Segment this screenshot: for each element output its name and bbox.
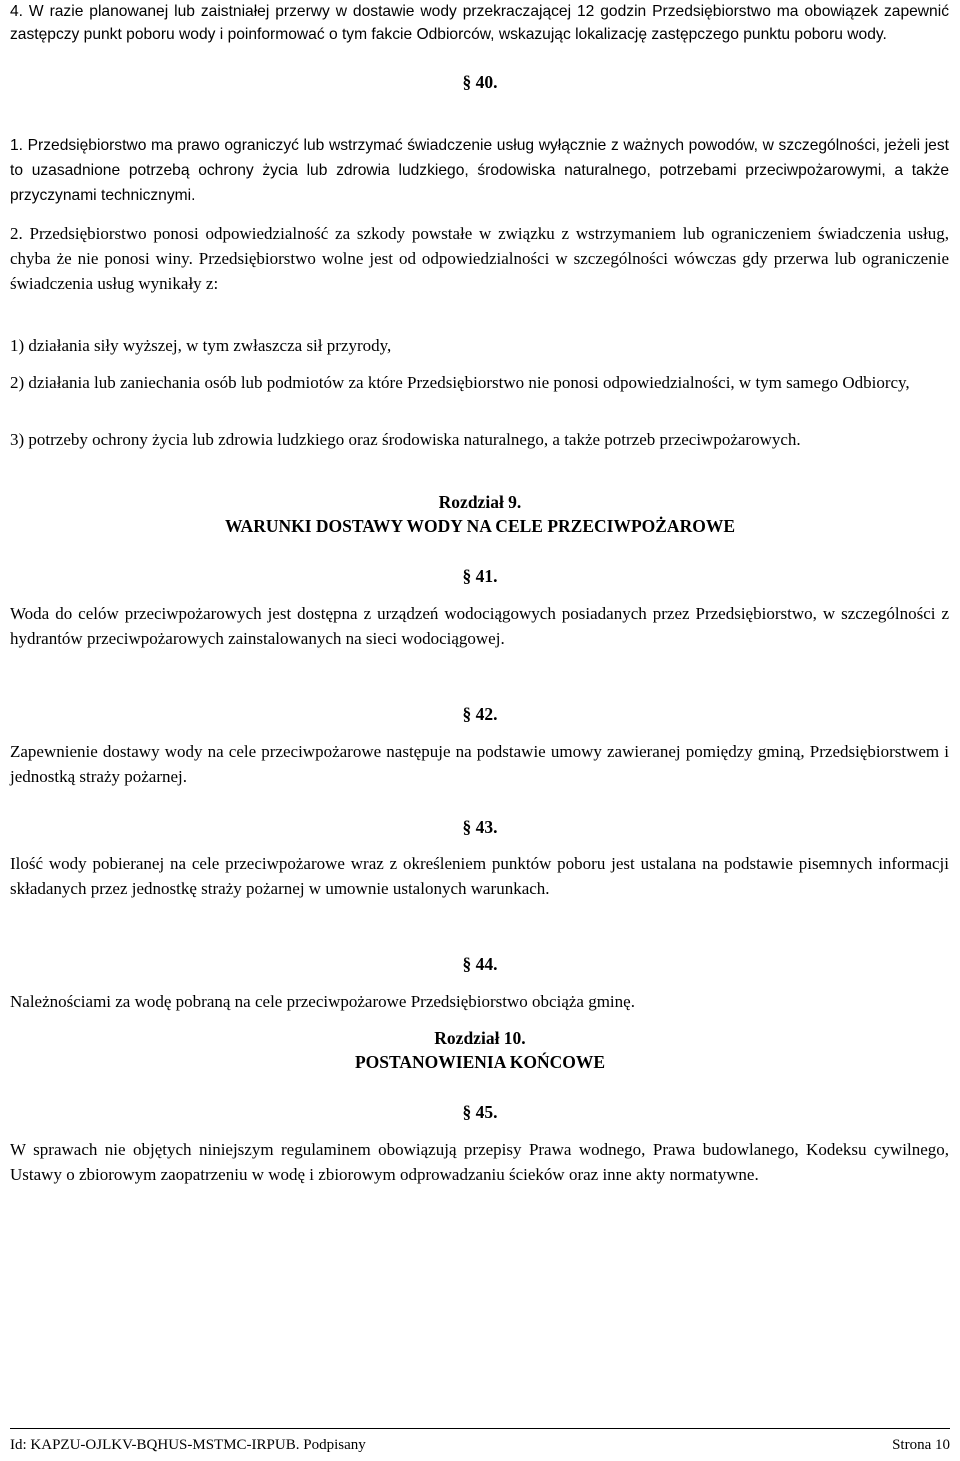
section-44-heading: § 44. xyxy=(462,954,498,974)
chapter-10-title: POSTANOWIENIA KOŃCOWE xyxy=(354,1052,606,1072)
section-43-heading: § 43. xyxy=(462,817,498,837)
document-id: Id: KAPZU-OJLKV-BQHUS-MSTMC-IRPUB. Podpisany xyxy=(10,1437,366,1453)
section-45-text: W sprawach nie objętych niniejszym regulaminem obowiązują przepisy Prawa wodnego, Prawa budowlanego, Kodeksu cywilnego, Ustawy o zbiorowym zaopatrzeniu w wodę i zbiorowym odprowadzaniu ścieków oraz inne akty normatywne. xyxy=(10,1140,949,1184)
section-45-heading: § 45. xyxy=(462,1102,498,1122)
section-42-text: Zapewnienie dostawy wody na cele przeciwpożarowe następuje na podstawie umowy zawieranej pomiędzy gminą, Przedsiębiorstwem i jednostką straży pożarnej. xyxy=(10,742,949,786)
list-item: 3) potrzeby ochrony życia lub zdrowia ludzkiego oraz środowiska naturalnego, a także potrzeb przeciwpożarowych. xyxy=(10,430,801,449)
section-41-heading: § 41. xyxy=(462,566,498,586)
chapter-9-number: Rozdział 9. xyxy=(438,492,522,512)
list-item: 2) działania lub zaniechania osób lub podmiotów za które Przedsiębiorstwo nie ponosi odpowiedzialności, w tym samego Odbiorcy, xyxy=(10,373,910,392)
section-43-text: Ilość wody pobieranej na cele przeciwpożarowe wraz z określeniem punktów poboru jest ustalana na podstawie pisemnych informacji składanych przez jednostkę straży pożarnej w umownie ustalonych warunkach. xyxy=(10,854,949,898)
section-44-text: Należnościami za wodę pobraną na cele przeciwpożarowe Przedsiębiorstwo obciąża gminę. xyxy=(10,992,635,1011)
chapter-10-number: Rozdział 10. xyxy=(434,1028,526,1048)
section-42-heading: § 42. xyxy=(462,704,498,724)
section-40-paragraph-1: 1. Przedsiębiorstwo ma prawo ograniczyć lub wstrzymać świadczenie usług wyłącznie z ważnych powodów, w szczególności, jeżeli jest to uzasadnione potrzebą ochrony życia lub zdrowia ludzkiego, środowiska naturalnego, potrzebami przeciwpożarowymi, a także przyczynami technicznymi. xyxy=(10,137,949,204)
page-number: Strona 10 xyxy=(892,1437,950,1453)
section-40-paragraph-2: 2. Przedsiębiorstwo ponosi odpowiedzialność za szkody powstałe w związku z wstrzymaniem lub ograniczeniem świadczenia usług, chyba że nie ponosi winy. Przedsiębiorstwo wolne jest od odpowiedzialności w szczególności wówczas gdy przerwa lub ograniczenie świadczenia usług wynikały z: xyxy=(10,224,949,293)
footer-divider xyxy=(10,1428,950,1429)
list-item: 1) działania siły wyższej, w tym zwłaszcza sił przyrody, xyxy=(10,336,392,355)
paragraph-4: 4. W razie planowanej lub zaistniałej przerwy w dostawie wody przekraczającej 12 godzin Przedsiębiorstwo ma obowiązek zapewnić zastępczy punkt poboru wody i poinformować o tym fakcie Odbiorców, wskazując lokalizację zastępczego punktu poboru wody. xyxy=(10,3,949,43)
section-40-heading: § 40. xyxy=(462,72,498,92)
chapter-9-title: WARUNKI DOSTAWY WODY NA CELE PRZECIWPOŻAROWE xyxy=(225,516,735,536)
section-41-text: Woda do celów przeciwpożarowych jest dostępna z urządzeń wodociągowych posiadanych przez Przedsiębiorstwo, w szczególności z hydrantów przeciwpożarowych zainstalowanych na sieci wodociągowej. xyxy=(10,604,949,648)
